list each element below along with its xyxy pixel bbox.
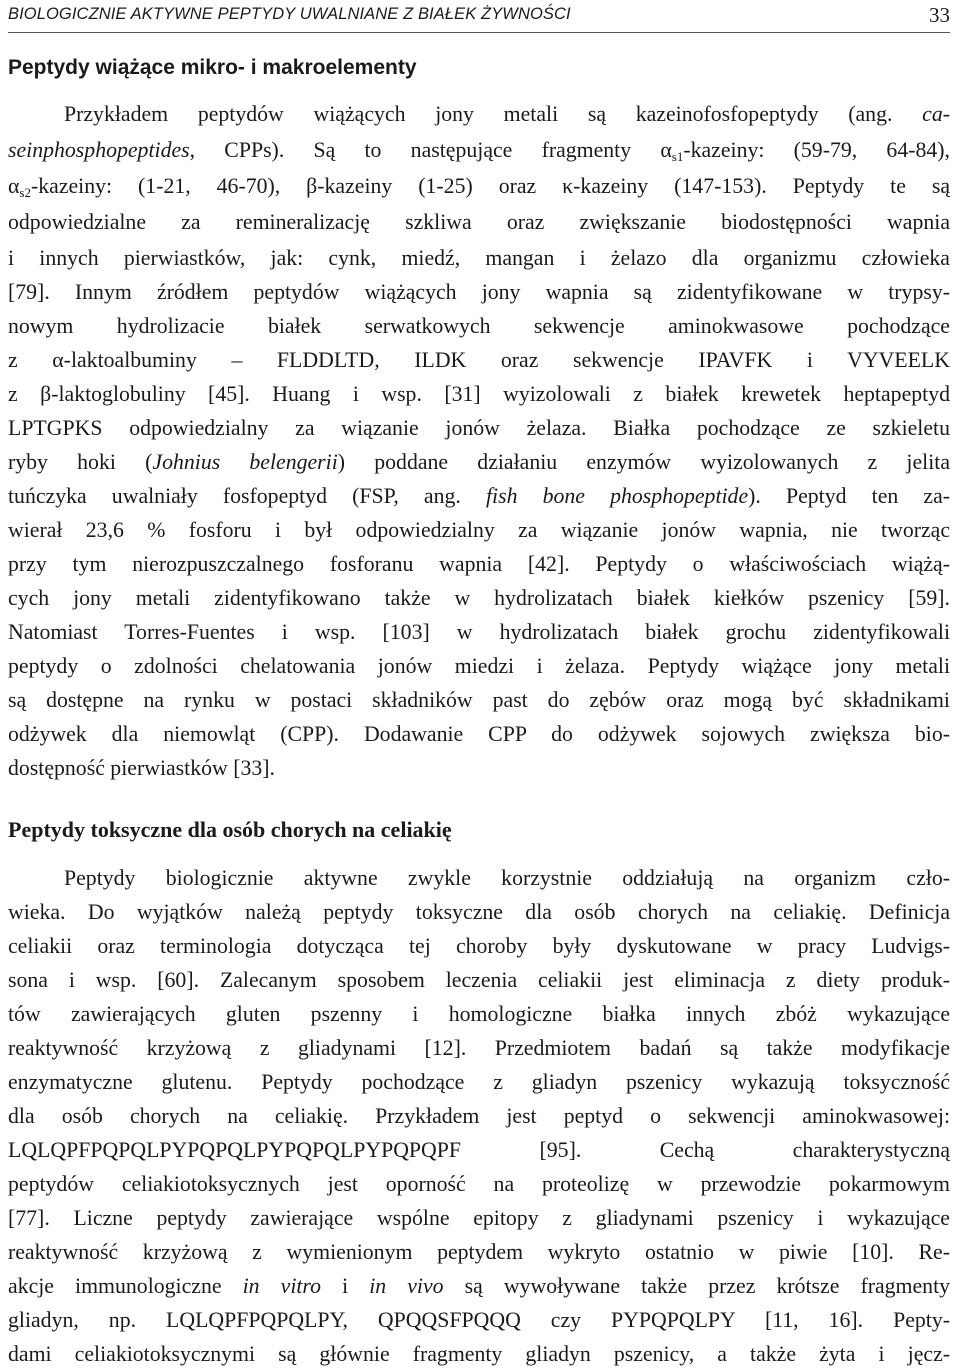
paragraph-line: z α-laktoalbuminy – FLDDLTD, ILDK oraz sekwencje IPAVFK i VYVEELK [8,348,950,372]
paragraph-line: dostępność pierwiastków [33]. [8,756,275,780]
running-header [8,2,950,33]
paragraph-line: celiakii oraz terminologia dotycząca tej choroby były dyskutowane w pracy Ludvigs- [8,934,950,958]
paragraph-line: sona i wsp. [60]. Zalecanym sposobem leczenia celiakii jest eliminacja z diety produk- [8,968,950,992]
paragraph-line: są dostępne na rynku w postaci składników past do zębów oraz mogą być składnikami [8,688,950,712]
paragraph-line: dami celiakiotoksycznymi są głównie fragmenty gliadyn pszenicy, a także żyta i jęcz- [8,1342,950,1366]
paragraph-line: tów zawierających gluten pszenny i homologiczne białka innych zbóż wykazujące [8,1002,950,1026]
paragraph-line: akcje immunologiczne in vitro i in vivo są wywoływane także przez krótsze fragmenty [8,1274,951,1298]
paragraph-line: z β-laktoglobuliny [45]. Huang i wsp. [31] wyizolowali z białek krewetek heptapeptyd [8,382,950,406]
paragraph-line: nowym hydrolizacie białek serwatkowych sekwencje aminokwasowe pochodzące [8,314,950,338]
paragraph-line: odżywek dla niemowląt (CPP). Dodawanie CPP do odżywek sojowych zwiększa bio- [8,722,950,746]
paragraph-line: ryby hoki (Johnius belengerii) poddane działaniu enzymów wyizolowanych z jelita [8,450,950,474]
paragraph-line: $\alpha_{s2}$-kazeiny: (1-21, 46-70), β-kazeiny (1-25) oraz κ-kazeiny (147-153). Peptydy te są [8,174,950,200]
paragraph-line: Natomiast Torres-Fuentes i wsp. [103] w hydrolizatach białek grochu zidentyfikowali [8,620,950,644]
paragraph-line: Peptydy biologicznie aktywne zwykle korzystnie oddziałują na organizm czło- [64,866,950,890]
paragraph-line: gliadyn, np. LQLQPFPQPQLPY, QPQQSFPQQQ czy PYPQPQLPY [11, 16]. Pepty- [8,1308,950,1332]
paragraph-line: [77]. Liczne peptydy zawierające wspólne epitopy z gliadynami pszenicy i wykazujące [8,1206,950,1230]
paragraph-line: dla osób chorych na celiakię. Przykładem jest peptyd o sekwencji aminokwasowej: [8,1104,950,1128]
paragraph-line: reaktywność krzyżową z gliadynami [12]. Przedmiotem badań są także modyfikacje [8,1036,950,1060]
paragraph-line: tuńczyka uwalniały fosfopeptyd (FSP, ang. fish bone phosphopeptide). Peptyd ten za- [8,484,951,508]
paragraph-line: przy tym nierozpuszczalnego fosforanu wapnia [42]. Peptydy o właściwościach wiążą- [8,552,950,576]
paragraph-line: odpowiedzialne za remineralizację szkliwa oraz zwiększanie biodostępności wapnia [8,210,950,234]
paragraph-line: reaktywność krzyżową z wymienionym peptydem wykryto ostatnio w piwie [10]. Re- [8,1240,950,1264]
paragraph-line: peptydy o zdolności chelatowania jonów miedzi i żelaza. Peptydy wiążące jony metali [8,654,950,678]
paragraph-line: cych jony metali zidentyfikowano także w hydrolizatach białek kiełków pszenicy [59]. [8,586,950,610]
paragraph-line: seinphosphopeptides, CPPs). Są to następujące fragmenty $\alpha_{s1}$-kazeiny: (59-79, 64-84), [8,138,950,164]
paragraph-line: enzymatyczne glutenu. Peptydy pochodzące z gliadyn pszenicy wykazują toksyczność [8,1070,950,1094]
paragraph-line: wieka. Do wyjątków należą peptydy toksyczne dla osób chorych na celiakię. Definicja [8,900,950,924]
paragraph-line: i innych pierwiastków, jak: cynk, miedź, mangan i żelazo dla organizmu człowieka [8,246,950,270]
section-heading-celiac: Peptydy toksyczne dla osób chorych na celiakię [8,817,452,842]
paragraph-line: Przykładem peptydów wiążących jony metali są kazeinofosfopeptydy (ang. ca- [64,102,950,126]
paragraph-line: LPTGPKS odpowiedzialny za wiązanie jonów żelaza. Białka pochodzące ze szkieletu [8,416,950,440]
paragraph-line: wierał 23,6 % fosforu i był odpowiedzialny za wiązanie jonów wapnia, nie tworząc [8,518,950,542]
page-number: 33 [929,3,950,27]
paragraph-line: peptydów celiakiotoksycznych jest oporność na proteolizę w przewodzie pokarmowym [8,1172,950,1196]
paragraph-line: LQLQPFPQPQLPYPQPQLPYPQPQLPYPQPQPF [95]. Cechą charakterystyczną [8,1138,950,1162]
running-title: BIOLOGICZNIE AKTYWNE PEPTYDY UWALNIANE Z BIAŁEK ŻYWNOŚCI [8,5,571,23]
section-heading-micro-macro: Peptydy wiążące mikro- i makroelementy [8,56,417,79]
paragraph-line: [79]. Innym źródłem peptydów wiążących jony wapnia są zidentyfikowane w trypsy- [8,280,950,304]
